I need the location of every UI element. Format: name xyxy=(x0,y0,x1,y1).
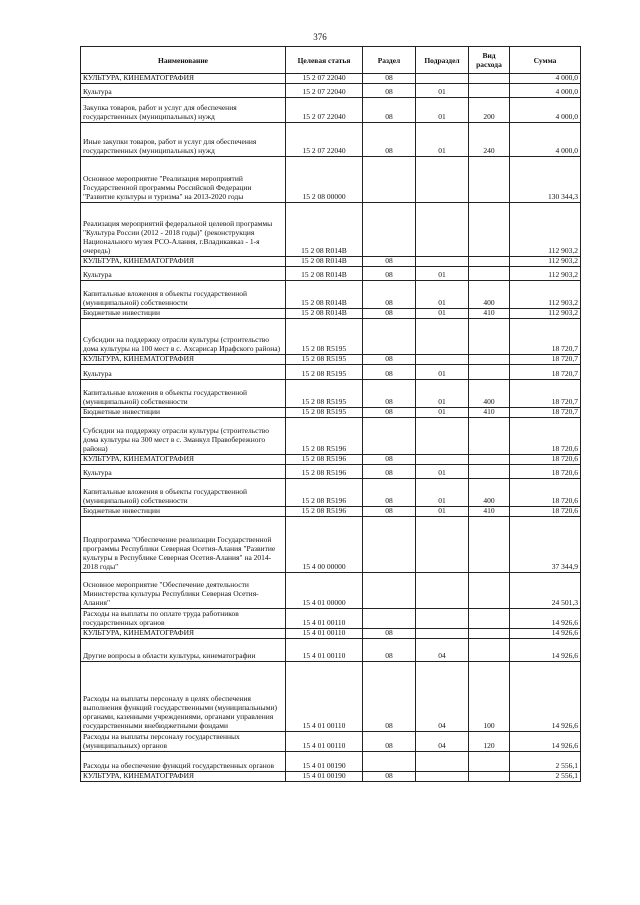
table-row xyxy=(81,280,581,308)
cell-name: КУЛЬТУРА, КИНЕМАТОГРАФИЯ xyxy=(81,771,286,781)
cell-sum: 112 903,2 xyxy=(510,280,581,308)
cell-sum: 18 720,7 xyxy=(510,318,581,354)
table-row xyxy=(81,661,581,731)
cell-expense-type xyxy=(469,266,510,280)
table-row xyxy=(81,74,581,84)
cell-expense-type xyxy=(469,354,510,364)
cell-target-article: 15 2 08 00000 xyxy=(286,156,363,202)
table-row xyxy=(81,506,581,516)
cell-subsection xyxy=(416,771,469,781)
table-row xyxy=(81,407,581,417)
cell-target-article: 15 4 00 00000 xyxy=(286,516,363,572)
table-row xyxy=(81,83,581,97)
cell-section xyxy=(363,202,416,256)
cell-name: Субсидии на поддержку отрасли культуры (строительство дома культуры на 300 мест в с. Зманкул Правобережного района) xyxy=(81,417,286,454)
cell-subsection xyxy=(416,572,469,608)
table-row xyxy=(81,464,581,478)
table-row xyxy=(81,256,581,266)
table-row xyxy=(81,156,581,202)
table-row xyxy=(81,572,581,608)
cell-expense-type xyxy=(469,83,510,97)
cell-name: Бюджетные инвестиции xyxy=(81,506,286,516)
cell-expense-type: 240 xyxy=(469,122,510,156)
cell-subsection xyxy=(416,751,469,771)
cell-section xyxy=(363,318,416,354)
cell-section: 08 xyxy=(363,731,416,751)
table-row xyxy=(81,417,581,454)
cell-subsection: 01 xyxy=(416,379,469,407)
table-row xyxy=(81,771,581,781)
cell-expense-type xyxy=(469,454,510,464)
table-row xyxy=(81,516,581,572)
cell-expense-type xyxy=(469,464,510,478)
cell-subsection xyxy=(416,417,469,454)
cell-expense-type xyxy=(469,364,510,379)
cell-section: 08 xyxy=(363,628,416,638)
cell-name: Культура xyxy=(81,364,286,379)
table-row xyxy=(81,454,581,464)
cell-expense-type: 100 xyxy=(469,661,510,731)
cell-expense-type xyxy=(469,202,510,256)
table-header xyxy=(81,47,581,74)
cell-sum: 4 000,0 xyxy=(510,74,581,84)
page-number: 376 xyxy=(313,32,327,42)
table-row xyxy=(81,308,581,318)
cell-sum: 18 720,6 xyxy=(510,417,581,454)
table-row xyxy=(81,97,581,122)
cell-subsection: 01 xyxy=(416,364,469,379)
cell-name: Культура xyxy=(81,83,286,97)
table-row xyxy=(81,364,581,379)
cell-subsection xyxy=(416,354,469,364)
cell-expense-type: 400 xyxy=(469,478,510,506)
table-row xyxy=(81,628,581,638)
cell-target-article: 15 2 07 22040 xyxy=(286,83,363,97)
cell-section: 08 xyxy=(363,308,416,318)
table-row xyxy=(81,478,581,506)
cell-name: Основное мероприятие "Реализация мероприятий Государственной программы Российской Федерации "Развитие культуры и туризма" на 2013-2020 годы xyxy=(81,156,286,202)
header-subsection: Подраздел xyxy=(416,47,469,74)
cell-target-article: 15 2 08 R014B xyxy=(286,308,363,318)
cell-sum: 18 720,7 xyxy=(510,364,581,379)
cell-sum: 4 000,0 xyxy=(510,122,581,156)
cell-subsection xyxy=(416,454,469,464)
cell-section: 08 xyxy=(363,478,416,506)
cell-target-article: 15 2 08 R5196 xyxy=(286,506,363,516)
cell-subsection xyxy=(416,156,469,202)
cell-section: 08 xyxy=(363,506,416,516)
cell-target-article: 15 2 08 R5195 xyxy=(286,318,363,354)
cell-subsection xyxy=(416,202,469,256)
cell-expense-type: 410 xyxy=(469,308,510,318)
table-row xyxy=(81,608,581,628)
cell-expense-type xyxy=(469,516,510,572)
cell-section: 08 xyxy=(363,266,416,280)
cell-subsection xyxy=(416,628,469,638)
cell-sum: 18 720,7 xyxy=(510,407,581,417)
cell-section: 08 xyxy=(363,364,416,379)
cell-sum: 14 926,6 xyxy=(510,638,581,661)
cell-expense-type xyxy=(469,771,510,781)
header-row xyxy=(81,47,581,74)
cell-subsection: 01 xyxy=(416,97,469,122)
cell-section xyxy=(363,516,416,572)
cell-expense-type: 400 xyxy=(469,379,510,407)
cell-target-article: 15 2 07 22040 xyxy=(286,74,363,84)
cell-sum: 18 720,6 xyxy=(510,464,581,478)
table-row xyxy=(81,751,581,771)
cell-sum: 14 926,6 xyxy=(510,628,581,638)
cell-section xyxy=(363,608,416,628)
cell-expense-type xyxy=(469,156,510,202)
cell-expense-type: 120 xyxy=(469,731,510,751)
table-row xyxy=(81,379,581,407)
cell-section xyxy=(363,572,416,608)
cell-section: 08 xyxy=(363,464,416,478)
cell-name: Бюджетные инвестиции xyxy=(81,308,286,318)
cell-target-article: 15 2 08 R5195 xyxy=(286,354,363,364)
cell-subsection xyxy=(416,608,469,628)
cell-name: Реализация мероприятий федеральной целевой программы "Культура России (2012 - 2018 годы)" (реконструкция Национального музея РСО-Алания, г.Владикавказ - 1-я очередь) xyxy=(81,202,286,256)
cell-target-article: 15 4 01 00110 xyxy=(286,638,363,661)
cell-expense-type: 400 xyxy=(469,280,510,308)
cell-subsection: 01 xyxy=(416,464,469,478)
cell-sum: 14 926,6 xyxy=(510,731,581,751)
cell-subsection xyxy=(416,74,469,84)
cell-name: Расходы на выплаты персоналу государственных (муниципальных) органов xyxy=(81,731,286,751)
cell-section: 08 xyxy=(363,256,416,266)
cell-name: Бюджетные инвестиции xyxy=(81,407,286,417)
cell-name: КУЛЬТУРА, КИНЕМАТОГРАФИЯ xyxy=(81,454,286,464)
cell-subsection xyxy=(416,516,469,572)
cell-subsection: 01 xyxy=(416,506,469,516)
cell-subsection: 01 xyxy=(416,83,469,97)
cell-expense-type xyxy=(469,417,510,454)
table-row xyxy=(81,202,581,256)
cell-target-article: 15 2 07 22040 xyxy=(286,97,363,122)
cell-name: Субсидии на поддержку отрасли культуры (строительство дома культуры на 100 мест в с. Ахсарисар Ирафского района) xyxy=(81,318,286,354)
cell-section xyxy=(363,751,416,771)
cell-subsection: 01 xyxy=(416,122,469,156)
cell-sum: 112 903,2 xyxy=(510,256,581,266)
cell-sum: 24 501,3 xyxy=(510,572,581,608)
cell-section: 08 xyxy=(363,638,416,661)
cell-subsection: 01 xyxy=(416,478,469,506)
cell-target-article: 15 2 08 R5196 xyxy=(286,464,363,478)
cell-sum: 18 720,7 xyxy=(510,379,581,407)
cell-section: 08 xyxy=(363,661,416,731)
cell-name: КУЛЬТУРА, КИНЕМАТОГРАФИЯ xyxy=(81,74,286,84)
cell-sum: 4 000,0 xyxy=(510,83,581,97)
cell-target-article: 15 2 08 R014B xyxy=(286,256,363,266)
cell-sum: 18 720,6 xyxy=(510,478,581,506)
cell-target-article: 15 4 01 00110 xyxy=(286,608,363,628)
cell-sum: 2 556,1 xyxy=(510,771,581,781)
header-sum: Сумма xyxy=(510,47,581,74)
cell-target-article: 15 4 01 00110 xyxy=(286,731,363,751)
cell-sum: 18 720,6 xyxy=(510,454,581,464)
cell-name: Культура xyxy=(81,464,286,478)
cell-subsection: 01 xyxy=(416,407,469,417)
cell-name: Подпрограмма "Обеспечение реализации Государственной программы Республики Северная Осетия-Алания "Развитие культуры в Республике Северная Осетия-Алания" на 2014-2018 годы" xyxy=(81,516,286,572)
cell-target-article: 15 2 08 R5195 xyxy=(286,407,363,417)
cell-target-article: 15 4 01 00190 xyxy=(286,771,363,781)
table-row xyxy=(81,638,581,661)
cell-name: КУЛЬТУРА, КИНЕМАТОГРАФИЯ xyxy=(81,354,286,364)
table-row xyxy=(81,318,581,354)
header-section: Раздел xyxy=(363,47,416,74)
cell-section: 08 xyxy=(363,771,416,781)
cell-target-article: 15 4 01 00110 xyxy=(286,661,363,731)
cell-section: 08 xyxy=(363,454,416,464)
cell-target-article: 15 4 01 00000 xyxy=(286,572,363,608)
cell-target-article: 15 2 08 R5195 xyxy=(286,364,363,379)
cell-target-article: 15 2 08 R5196 xyxy=(286,417,363,454)
cell-sum: 112 903,2 xyxy=(510,202,581,256)
cell-sum: 112 903,2 xyxy=(510,308,581,318)
cell-subsection: 04 xyxy=(416,661,469,731)
table-row xyxy=(81,122,581,156)
table-row xyxy=(81,354,581,364)
cell-sum: 37 344,9 xyxy=(510,516,581,572)
cell-expense-type: 410 xyxy=(469,407,510,417)
cell-name: КУЛЬТУРА, КИНЕМАТОГРАФИЯ xyxy=(81,256,286,266)
cell-sum: 14 926,6 xyxy=(510,661,581,731)
cell-section: 08 xyxy=(363,74,416,84)
cell-section: 08 xyxy=(363,407,416,417)
table-body xyxy=(81,74,581,782)
cell-section: 08 xyxy=(363,379,416,407)
cell-target-article: 15 2 07 22040 xyxy=(286,122,363,156)
header-name: Наименование xyxy=(81,47,286,74)
cell-sum: 4 000,0 xyxy=(510,97,581,122)
cell-name: Капитальные вложения в объекты государственной (муниципальной) собственности xyxy=(81,280,286,308)
cell-expense-type xyxy=(469,74,510,84)
cell-expense-type xyxy=(469,318,510,354)
cell-section: 08 xyxy=(363,280,416,308)
cell-section xyxy=(363,417,416,454)
cell-section: 08 xyxy=(363,354,416,364)
cell-expense-type xyxy=(469,608,510,628)
cell-name: Расходы на выплаты персоналу в целях обеспечения выполнения функций государственными (муниципальными) органами, казенными учреждениями, органами управления государственными внебюджетными фондами xyxy=(81,661,286,731)
cell-subsection: 04 xyxy=(416,731,469,751)
cell-sum: 112 903,2 xyxy=(510,266,581,280)
cell-sum: 18 720,7 xyxy=(510,354,581,364)
cell-expense-type xyxy=(469,256,510,266)
cell-name: Закупка товаров, работ и услуг для обеспечения государственных (муниципальных) нужд xyxy=(81,97,286,122)
cell-target-article: 15 2 08 R014B xyxy=(286,266,363,280)
cell-sum: 18 720,6 xyxy=(510,506,581,516)
cell-subsection xyxy=(416,256,469,266)
cell-expense-type: 200 xyxy=(469,97,510,122)
cell-target-article: 15 2 08 R014B xyxy=(286,202,363,256)
cell-subsection: 01 xyxy=(416,308,469,318)
cell-section: 08 xyxy=(363,122,416,156)
cell-name: Основное мероприятие "Обеспечение деятельности Министерства культуры Республики Северная Осетия-Алания" xyxy=(81,572,286,608)
cell-name: Капитальные вложения в объекты государственной (муниципальной) собственности xyxy=(81,478,286,506)
cell-expense-type: 410 xyxy=(469,506,510,516)
cell-name: Иные закупки товаров, работ и услуг для обеспечения государственных (муниципальных) нужд xyxy=(81,122,286,156)
header-code: Целевая статья xyxy=(286,47,363,74)
cell-name: Капитальные вложения в объекты государственной (муниципальной) собственности xyxy=(81,379,286,407)
cell-sum: 2 556,1 xyxy=(510,751,581,771)
cell-name: Расходы на выплаты по оплате труда работников государственных органов xyxy=(81,608,286,628)
cell-target-article: 15 2 08 R014B xyxy=(286,280,363,308)
cell-section: 08 xyxy=(363,97,416,122)
cell-expense-type xyxy=(469,638,510,661)
cell-section: 08 xyxy=(363,83,416,97)
cell-subsection: 01 xyxy=(416,280,469,308)
cell-target-article: 15 2 08 R5195 xyxy=(286,379,363,407)
cell-name: КУЛЬТУРА, КИНЕМАТОГРАФИЯ xyxy=(81,628,286,638)
table-row xyxy=(81,266,581,280)
cell-target-article: 15 2 08 R5196 xyxy=(286,454,363,464)
cell-sum: 14 926,6 xyxy=(510,608,581,628)
cell-section xyxy=(363,156,416,202)
cell-expense-type xyxy=(469,628,510,638)
cell-expense-type xyxy=(469,572,510,608)
cell-target-article: 15 2 08 R5196 xyxy=(286,478,363,506)
cell-name: Расходы на обеспечение функций государственных органов xyxy=(81,751,286,771)
cell-subsection: 01 xyxy=(416,266,469,280)
cell-subsection: 04 xyxy=(416,638,469,661)
cell-name: Культура xyxy=(81,266,286,280)
table-row xyxy=(81,731,581,751)
cell-target-article: 15 4 01 00110 xyxy=(286,628,363,638)
cell-name: Другие вопросы в области культуры, кинематографии xyxy=(81,638,286,661)
header-expense-type: Вид расхода xyxy=(469,47,510,74)
cell-target-article: 15 4 01 00190 xyxy=(286,751,363,771)
cell-subsection xyxy=(416,318,469,354)
cell-sum: 130 344,3 xyxy=(510,156,581,202)
budget-table xyxy=(80,46,581,782)
cell-expense-type xyxy=(469,751,510,771)
